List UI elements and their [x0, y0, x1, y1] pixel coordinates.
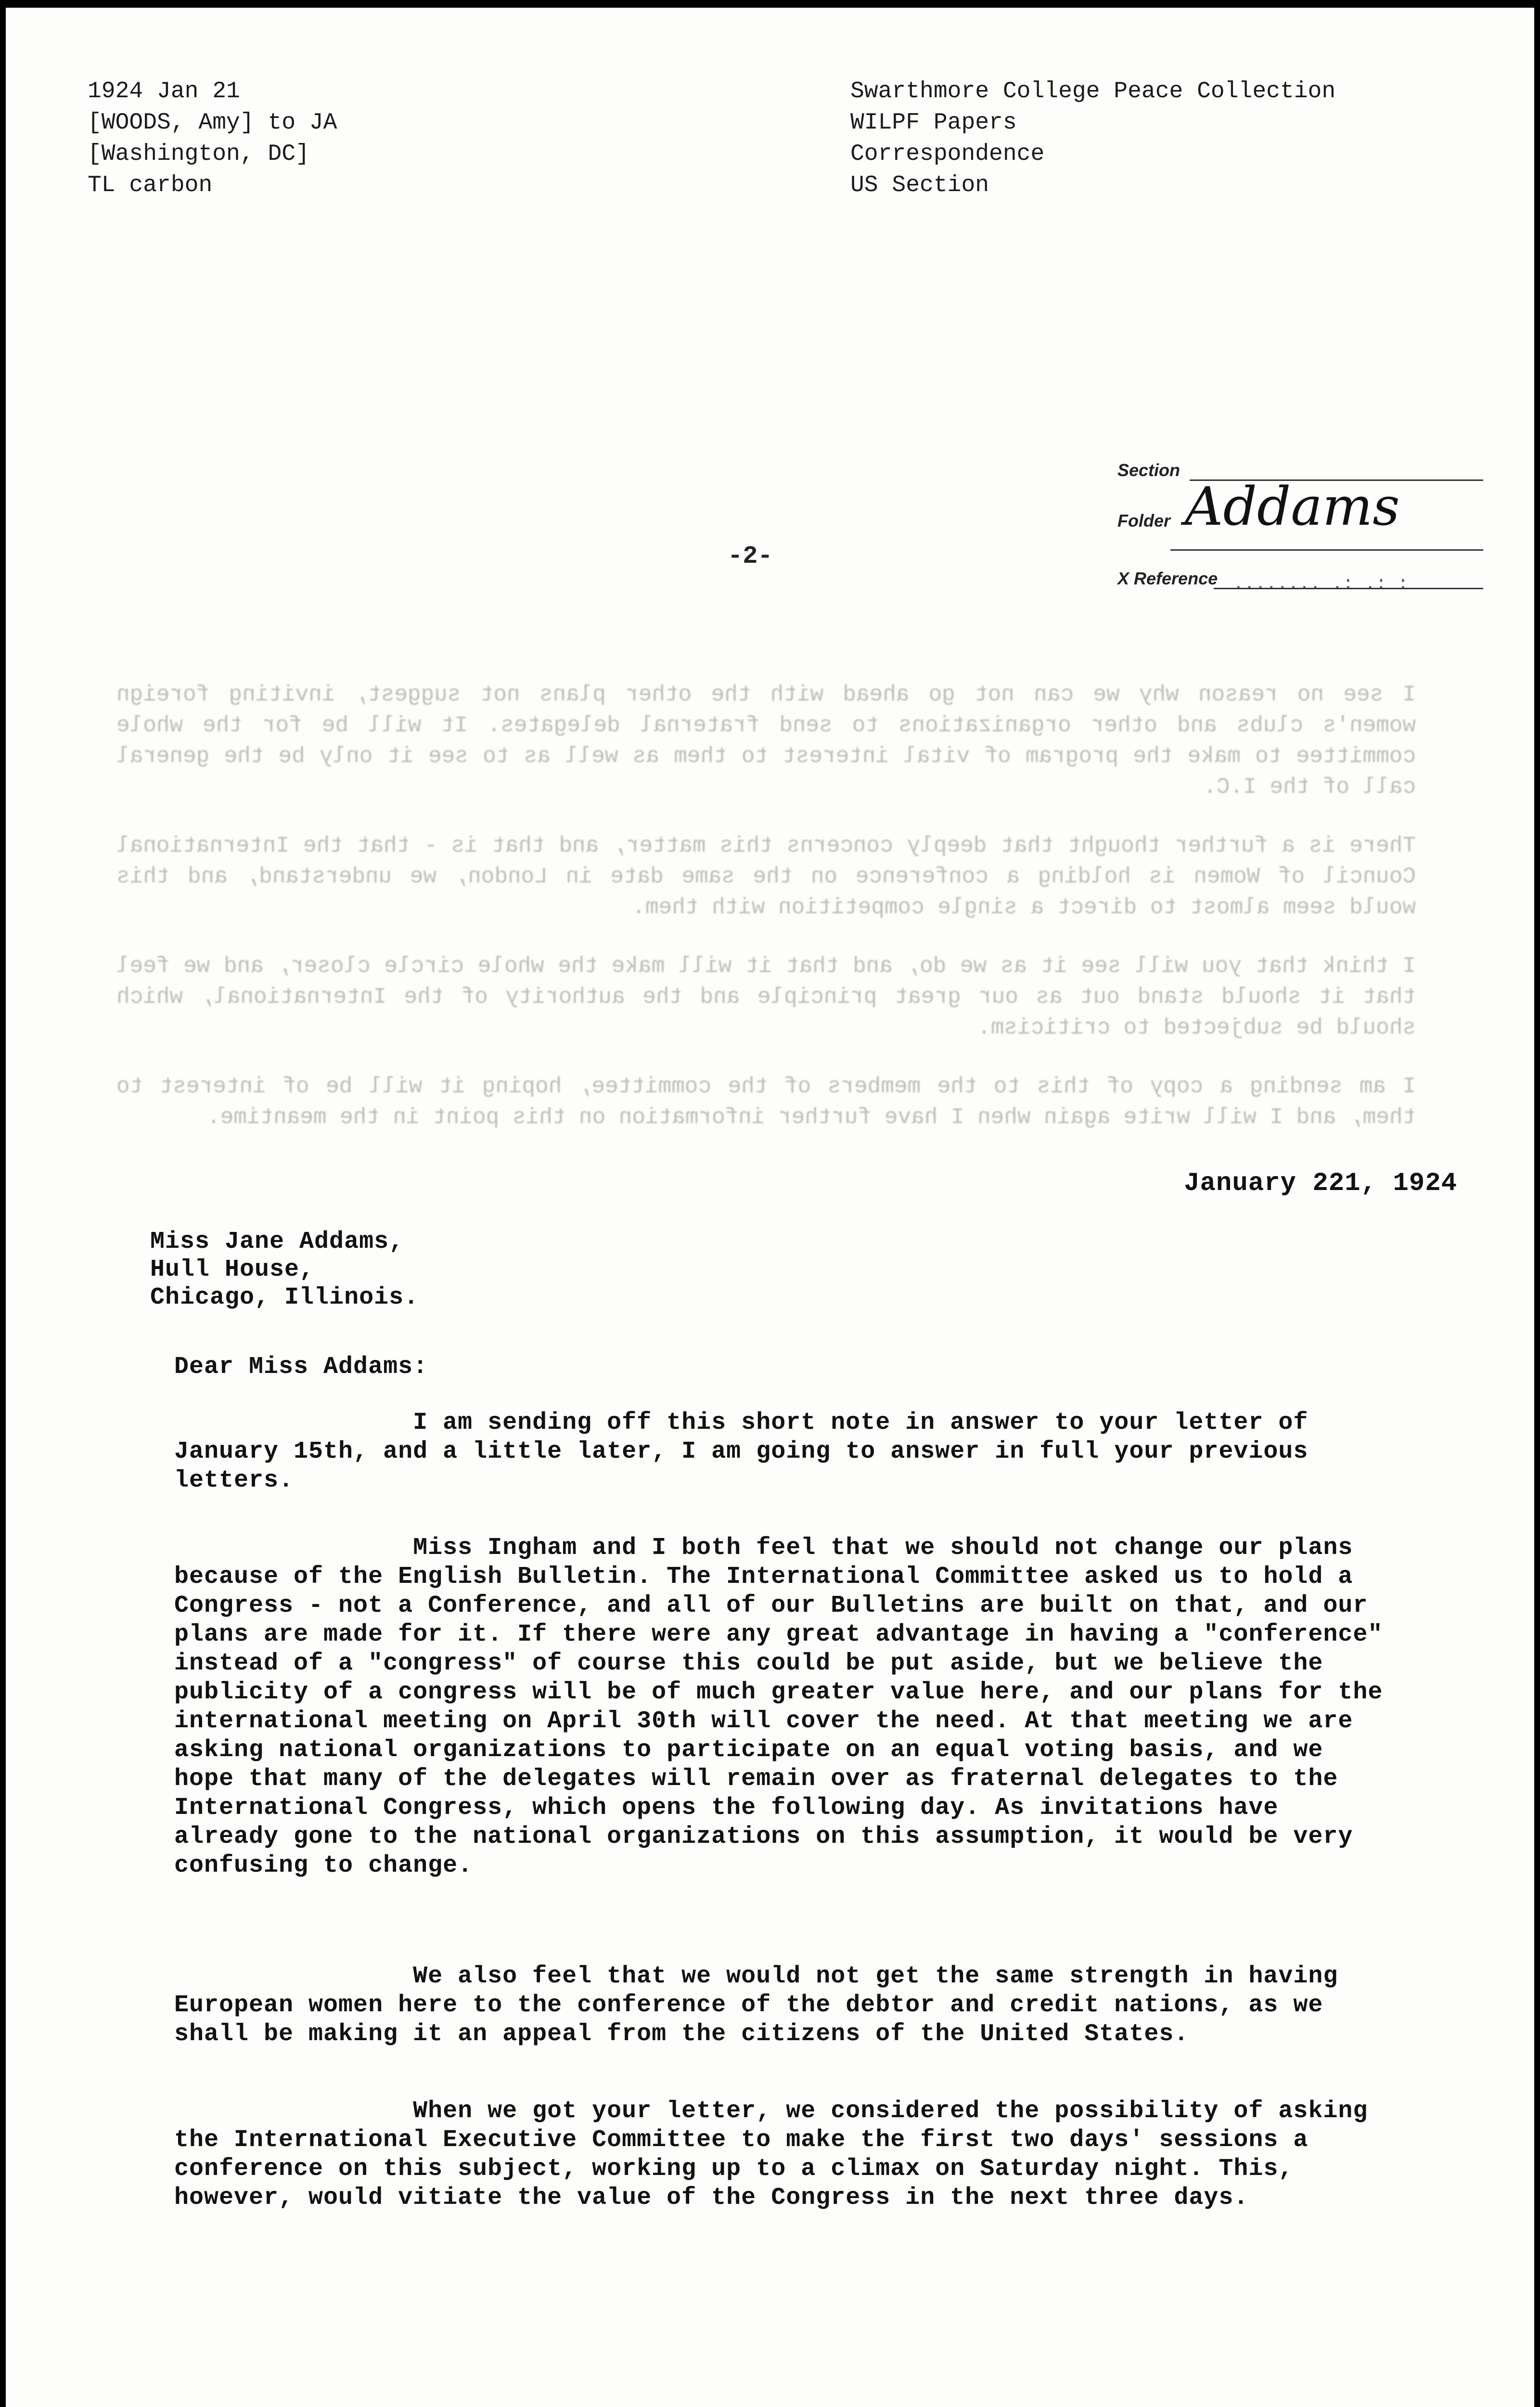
letter-paragraph: Miss Ingham and I both feel that we should not change our plans because of the English Bulletin. The International Committee asked us to hold a Congress - not a Conference, and all of our Bulletins are built on that, and our plans are made for it. If there were any great advantage in having a "conference" instead of a "congress" of course this could be put aside, but we believe the publicity of a congress will be of much greater value here, and our plans for the international meeting on April 30th will cover the need. At that meeting we are asking national organizations to participate on an equal voting basis, and we hope that many of the delegates will remain over as fraternal delegates to the International Congress, which opens the following day. As invitations have already gone to the national organizations on this assumption, it would be very confusing to change.	[174, 1534, 1398, 1879]
stamp-section-label: Section	[1117, 460, 1181, 480]
stamp-folder-handwriting: Addams	[1185, 476, 1400, 537]
letter-date: January 221, 1924	[1184, 1169, 1457, 1198]
recipient-name: Miss Jane Addams,	[150, 1228, 404, 1255]
bleed-paragraph: There is a further thought that deeply concerns this matter, and that is - that the International Council of Women is holding a conference on the same date in London, we understand, and this would seem almost to direct a single competition with them.	[116, 833, 1416, 920]
document-page	[6, 8, 1534, 2407]
letter-paragraph: I am sending off this short note in answer to your letter of January 15th, and a little later, I am going to answer in full your previous letters.	[174, 1409, 1323, 1494]
metadata-date: 1924 Jan 21	[88, 78, 240, 104]
stamp-xref-line	[1214, 588, 1483, 589]
stamp-xref-marks: ........ .: .: :	[1233, 574, 1409, 595]
metadata-author: [WOODS, Amy] to JA	[88, 110, 337, 136]
bleed-paragraph: I see no reason why we can not go ahead with the other plans not suggest, inviting foreign women's clubs and other organizations to send fraternal delegates. It will be for the whole committee to make the program of vital interest to them as well as to see it only be the general call of the I.C.	[116, 682, 1416, 800]
recipient-city: Chicago, Illinois.	[150, 1284, 419, 1311]
stamp-folder-line	[1170, 549, 1483, 551]
collection-section: US Section	[850, 172, 989, 198]
page-number: -2-	[728, 542, 773, 570]
collection-name: Swarthmore College Peace Collection	[850, 78, 1336, 104]
archive-metadata	[88, 76, 337, 201]
bleed-through-text	[116, 679, 1416, 1161]
bleed-paragraph: I am sending a copy of this to the members of the committee, hoping it will be of interest to them, and I will write again when I have further information on this point in the meantime.	[116, 1074, 1416, 1130]
letter-paragraph: When we got your letter, we considered the possibility of asking the International Executive Committee to make the first two days' sessions a conference on this subject, working up to a climax on Saturday night. This, however, would vitiate the value of the Congress in the next three days.	[174, 2097, 1383, 2212]
archive-stamp	[1117, 460, 1483, 614]
salutation: Dear Miss Addams:	[174, 1353, 428, 1381]
metadata-place: [Washington, DC]	[88, 141, 309, 167]
collection-papers: WILPF Papers	[850, 110, 1017, 136]
bleed-paragraph: I think that you will see it as we do, and that it will make the whole circle closer, and we feel that it should stand out as our great principle and the authority of the International, which should be subjected to criticism.	[116, 954, 1416, 1040]
recipient-street: Hull House,	[150, 1256, 315, 1283]
stamp-folder-label: Folder	[1117, 511, 1171, 531]
collection-info	[850, 76, 1335, 201]
metadata-type: TL carbon	[88, 172, 213, 198]
letter-paragraph: We also feel that we would not get the same strength in having European women here to the conference of the debtor and credit nations, as we shall be making it an appeal from the citizens of the United States.	[174, 1963, 1353, 2048]
recipient-address	[150, 1228, 419, 1312]
collection-series: Correspondence	[850, 141, 1045, 167]
stamp-xref-label: X Reference	[1117, 569, 1218, 588]
